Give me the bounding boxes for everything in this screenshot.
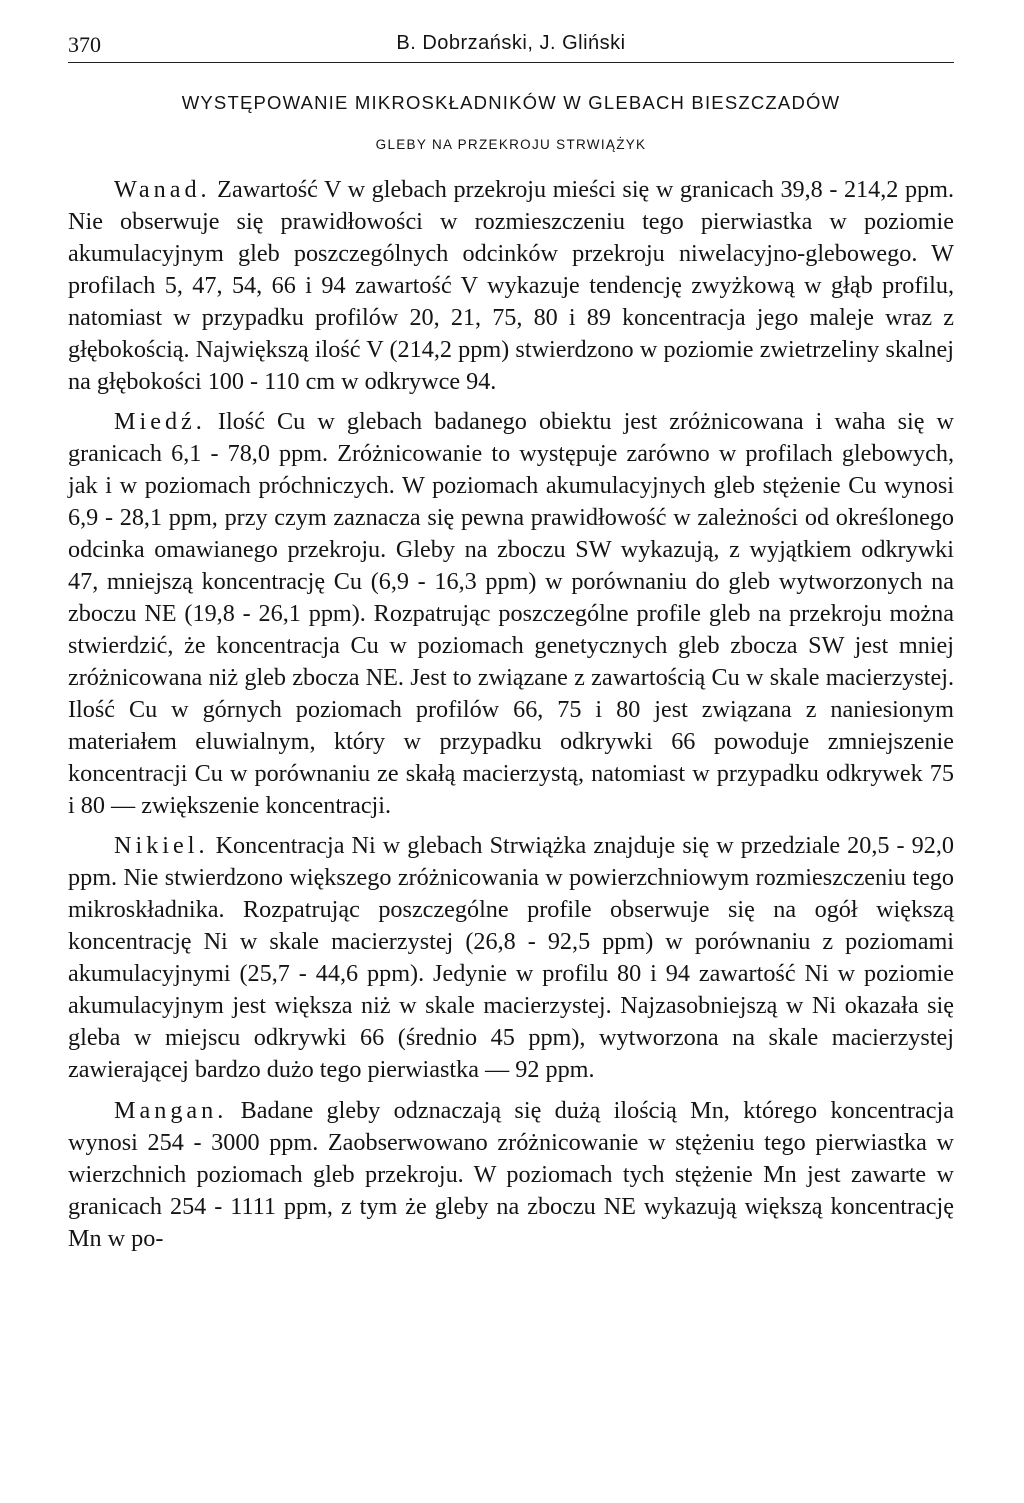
page-number: 370 bbox=[68, 32, 101, 57]
paragraph-text: Ilość Cu w glebach badanego obiektu jest zróżnicowana i waha się w granicach 6,1 - 78,0 ppm. Zróżnicowanie to występuje zarówno w profilach glebowych, jak i w poziomach próchniczych. W poziomach akumulacyjnych gleb stężenie Cu wynosi 6,9 - 28,1 ppm, przy czym zaznacza się pewna prawidłowość w zależności od określonego odcinka omawianego przekroju. Gleby na zboczu SW wykazują, z wyjątkiem odkrywki 47, mniejszą koncentrację Cu (6,9 - 16,3 ppm) w porównaniu do gleb wytworzonych na zboczu NE (19,8 - 26,1 ppm). Rozpatrując poszczególne profile gleb na przekroju można stwierdzić, że koncentracja Cu w poziomach genetycznych gleb zbocza SW jest mniej zróżnicowana niż gleb zbocza NE. Jest to związane z zawartością Cu w skale macierzystej. Ilość Cu w górnych poziomach profilów 66, 75 i 80 jest związana z naniesionym materiałem eluwialnym, który w przypadku odkrywki 66 powoduje zmniejszenie koncentracji Cu w porównaniu ze skałą macierzystą, natomiast w przypadku odkrywek 75 i 80 — zwiększenie koncentracji. bbox=[68, 408, 954, 819]
header-rule bbox=[68, 62, 954, 63]
section-title: WYSTĘPOWANIE MIKROSKŁADNIKÓW W GLEBACH BIESZCZADÓW bbox=[181, 92, 841, 113]
paragraph-lead: Wanad. bbox=[114, 176, 211, 203]
paragraph-lead: Miedź. bbox=[114, 408, 206, 435]
page-header bbox=[68, 30, 954, 62]
paragraph-text: Koncentracja Ni w glebach Strwiążka znajduje się w przedziale 20,5 - 92,0 ppm. Nie stwierdzono większego zróżnicowania w powierzchniowym rozmieszczeniu tego mikroskładnika. Rozpatrując poszczególne profile obserwuje się na ogół większą koncentrację Ni w skale macierzystej (26,8 - 92,5 ppm) w porównaniu z poziomami akumulacyjnymi (25,7 - 44,6 ppm). Jedynie w profilu 80 i 94 zawartość Ni w poziomie akumulacyjnym jest większa niż w skale macierzystej. Najzasobniejszą w Ni okazała się gleba w miejscu odkrywki 66 (średnio 45 ppm), wytworzona na skale macierzystej zawierającej bardzo dużo tego pierwiastka — 92 ppm. bbox=[68, 832, 954, 1083]
paragraph-wanad bbox=[68, 174, 954, 398]
paragraph-mangan bbox=[68, 1095, 954, 1255]
paragraph-lead: Mangan. bbox=[114, 1097, 228, 1124]
paragraph-text: Zawartość V w glebach przekroju mieści się w granicach 39,8 - 214,2 ppm. Nie obserwuje się prawidłowości w rozmieszczeniu tego pierwiastka w poziomie akumulacyjnym gleb poszczególnych odcinków przekroju niwelacyjno-glebowego. W profilach 5, 47, 54, 66 i 94 zawartość V wykazuje tendencję zwyżkową w głąb profilu, natomiast w przypadku profilów 20, 21, 75, 80 i 89 koncentracja jego maleje wraz z głębokością. Największą ilość V (214,2 ppm) stwierdzono w poziomie zwietrzeliny skalnej na głębokości 100 - 110 cm w odkrywce 94. bbox=[68, 176, 954, 395]
section-subtitle: GLEBY NA PRZEKROJU STRWIĄŻYK bbox=[375, 137, 647, 152]
paragraph-text: Badane gleby odznaczają się dużą ilością Mn, którego koncentracja wynosi 254 - 3000 ppm. Zaobserwowano zróżnicowanie w stężeniu tego pierwiastka w wierzchnich poziomach gleb przekroju. W poziomach tych stężenie Mn jest zawarte w granicach 254 - 1111 ppm, z tym że gleby na zboczu NE wykazują większą koncentrację Mn w po- bbox=[68, 1097, 954, 1252]
body-text bbox=[68, 174, 954, 1255]
paragraph-nikiel bbox=[68, 830, 954, 1086]
running-head: B. Dobrzański, J. Gliński bbox=[396, 32, 626, 54]
paragraph-lead: Nikiel. bbox=[114, 832, 209, 859]
paragraph-miedz bbox=[68, 406, 954, 822]
